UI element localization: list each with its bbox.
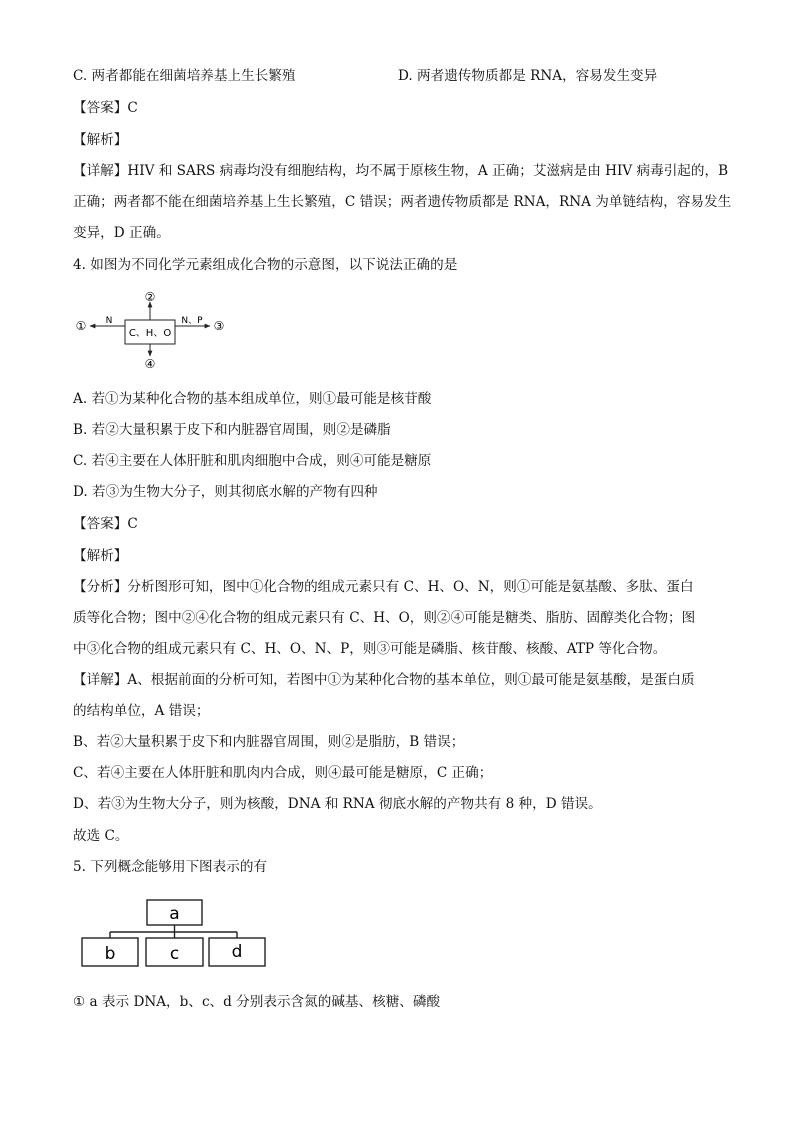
analysis-line: 【详解】A、根据前面的分析可知，若图中①为某种化合物的基本单位，则①最可能是氨基酸，是蛋白质 <box>73 672 695 688</box>
answer-line <box>73 99 138 117</box>
compound-3: ③ <box>213 319 225 333</box>
node-d-label: d <box>231 942 243 962</box>
detail-line: 变异，D 正确。 <box>73 225 170 241</box>
option-a: A. 若①为某种化合物的基本组成单位，则①最可能是核苷酸 <box>73 391 432 407</box>
node-b-label: b <box>104 944 116 964</box>
question-4-stem: 4. 如图为不同化学元素组成化合物的示意图，以下说法正确的是 <box>73 257 458 273</box>
option-d: D. 若③为生物大分子，则其彻底水解的产物有四种 <box>73 484 378 500</box>
answer-line <box>73 515 138 533</box>
analysis-tag: 【解析】 <box>73 548 128 564</box>
answer-value: C <box>127 516 138 532</box>
detail-line: 【详解】HIV 和 SARS 病毒均没有细胞结构，均不属于原核生物，A 正确；艾滋病是由 HIV 病毒引起的，B <box>73 163 729 179</box>
analysis-line: 【分析】分析图形可知，图中①化合物的组成元素只有 C、H、O、N，则①可能是氨基酸、多肽、蛋白 <box>73 579 694 595</box>
question-5-stem: 5. 下列概念能够用下图表示的有 <box>73 859 268 875</box>
analysis-line: D、若③为生物大分子，则为核酸，DNA 和 RNA 彻底水解的产物共有 8 种，D 错误。 <box>73 796 602 812</box>
analysis-line: C、若④主要在人体肝脏和肌肉内合成，则④最可能是糖原，C 正确； <box>73 765 493 781</box>
concept-tree-diagram <box>80 898 270 970</box>
node-a-label: a <box>169 904 180 924</box>
element-compound-diagram <box>70 288 240 372</box>
option-c: C. 若④主要在人体肝脏和肌肉细胞中合成，则④可能是糖原 <box>73 453 432 469</box>
analysis-line: 中③化合物的组成元素只有 C、H、O、N、P，则③可能是磷脂、核苷酸、核酸、ATP 等化合物。 <box>73 641 667 657</box>
question-5-item-1: ① a 表示 DNA，b、c、d 分别表示含氮的碱基、核糖、磷酸 <box>73 994 441 1010</box>
answer-tag: 【答案】 <box>73 516 128 532</box>
option-c: C. 两者都能在细菌培养基上生长繁殖 <box>73 68 296 84</box>
analysis-line: 质等化合物；图中②④化合物的组成元素只有 C、H、O，则②④可能是糖类、脂肪、固醇类化合物；图 <box>73 610 696 626</box>
option-b: B. 若②大量积累于皮下和内脏器官周围，则②是磷脂 <box>73 422 391 438</box>
left-arrow-label: N <box>105 316 113 326</box>
node-c-label: c <box>169 944 180 964</box>
center-label: C、H、O <box>128 328 172 339</box>
option-d: D. 两者遗传物质都是 RNA，容易发生变异 <box>398 68 658 84</box>
analysis-tag: 【解析】 <box>73 132 128 148</box>
detail-line: 正确；两者都不能在细菌培养基上生长繁殖，C 错误；两者遗传物质都是 RNA，RNA 为单链结构，容易发生 <box>73 194 732 210</box>
compound-2: ② <box>144 290 156 304</box>
analysis-line: 故选 C。 <box>73 828 129 844</box>
compound-4: ④ <box>144 357 156 371</box>
analysis-line: 的结构单位，A 错误； <box>73 703 210 719</box>
compound-1: ① <box>75 319 87 333</box>
analysis-line: B、若②大量积累于皮下和内脏器官周围，则②是脂肪，B 错误； <box>73 734 465 750</box>
right-arrow-label: N、P <box>181 316 203 326</box>
answer-value: C <box>127 100 138 116</box>
answer-tag: 【答案】 <box>73 100 128 116</box>
